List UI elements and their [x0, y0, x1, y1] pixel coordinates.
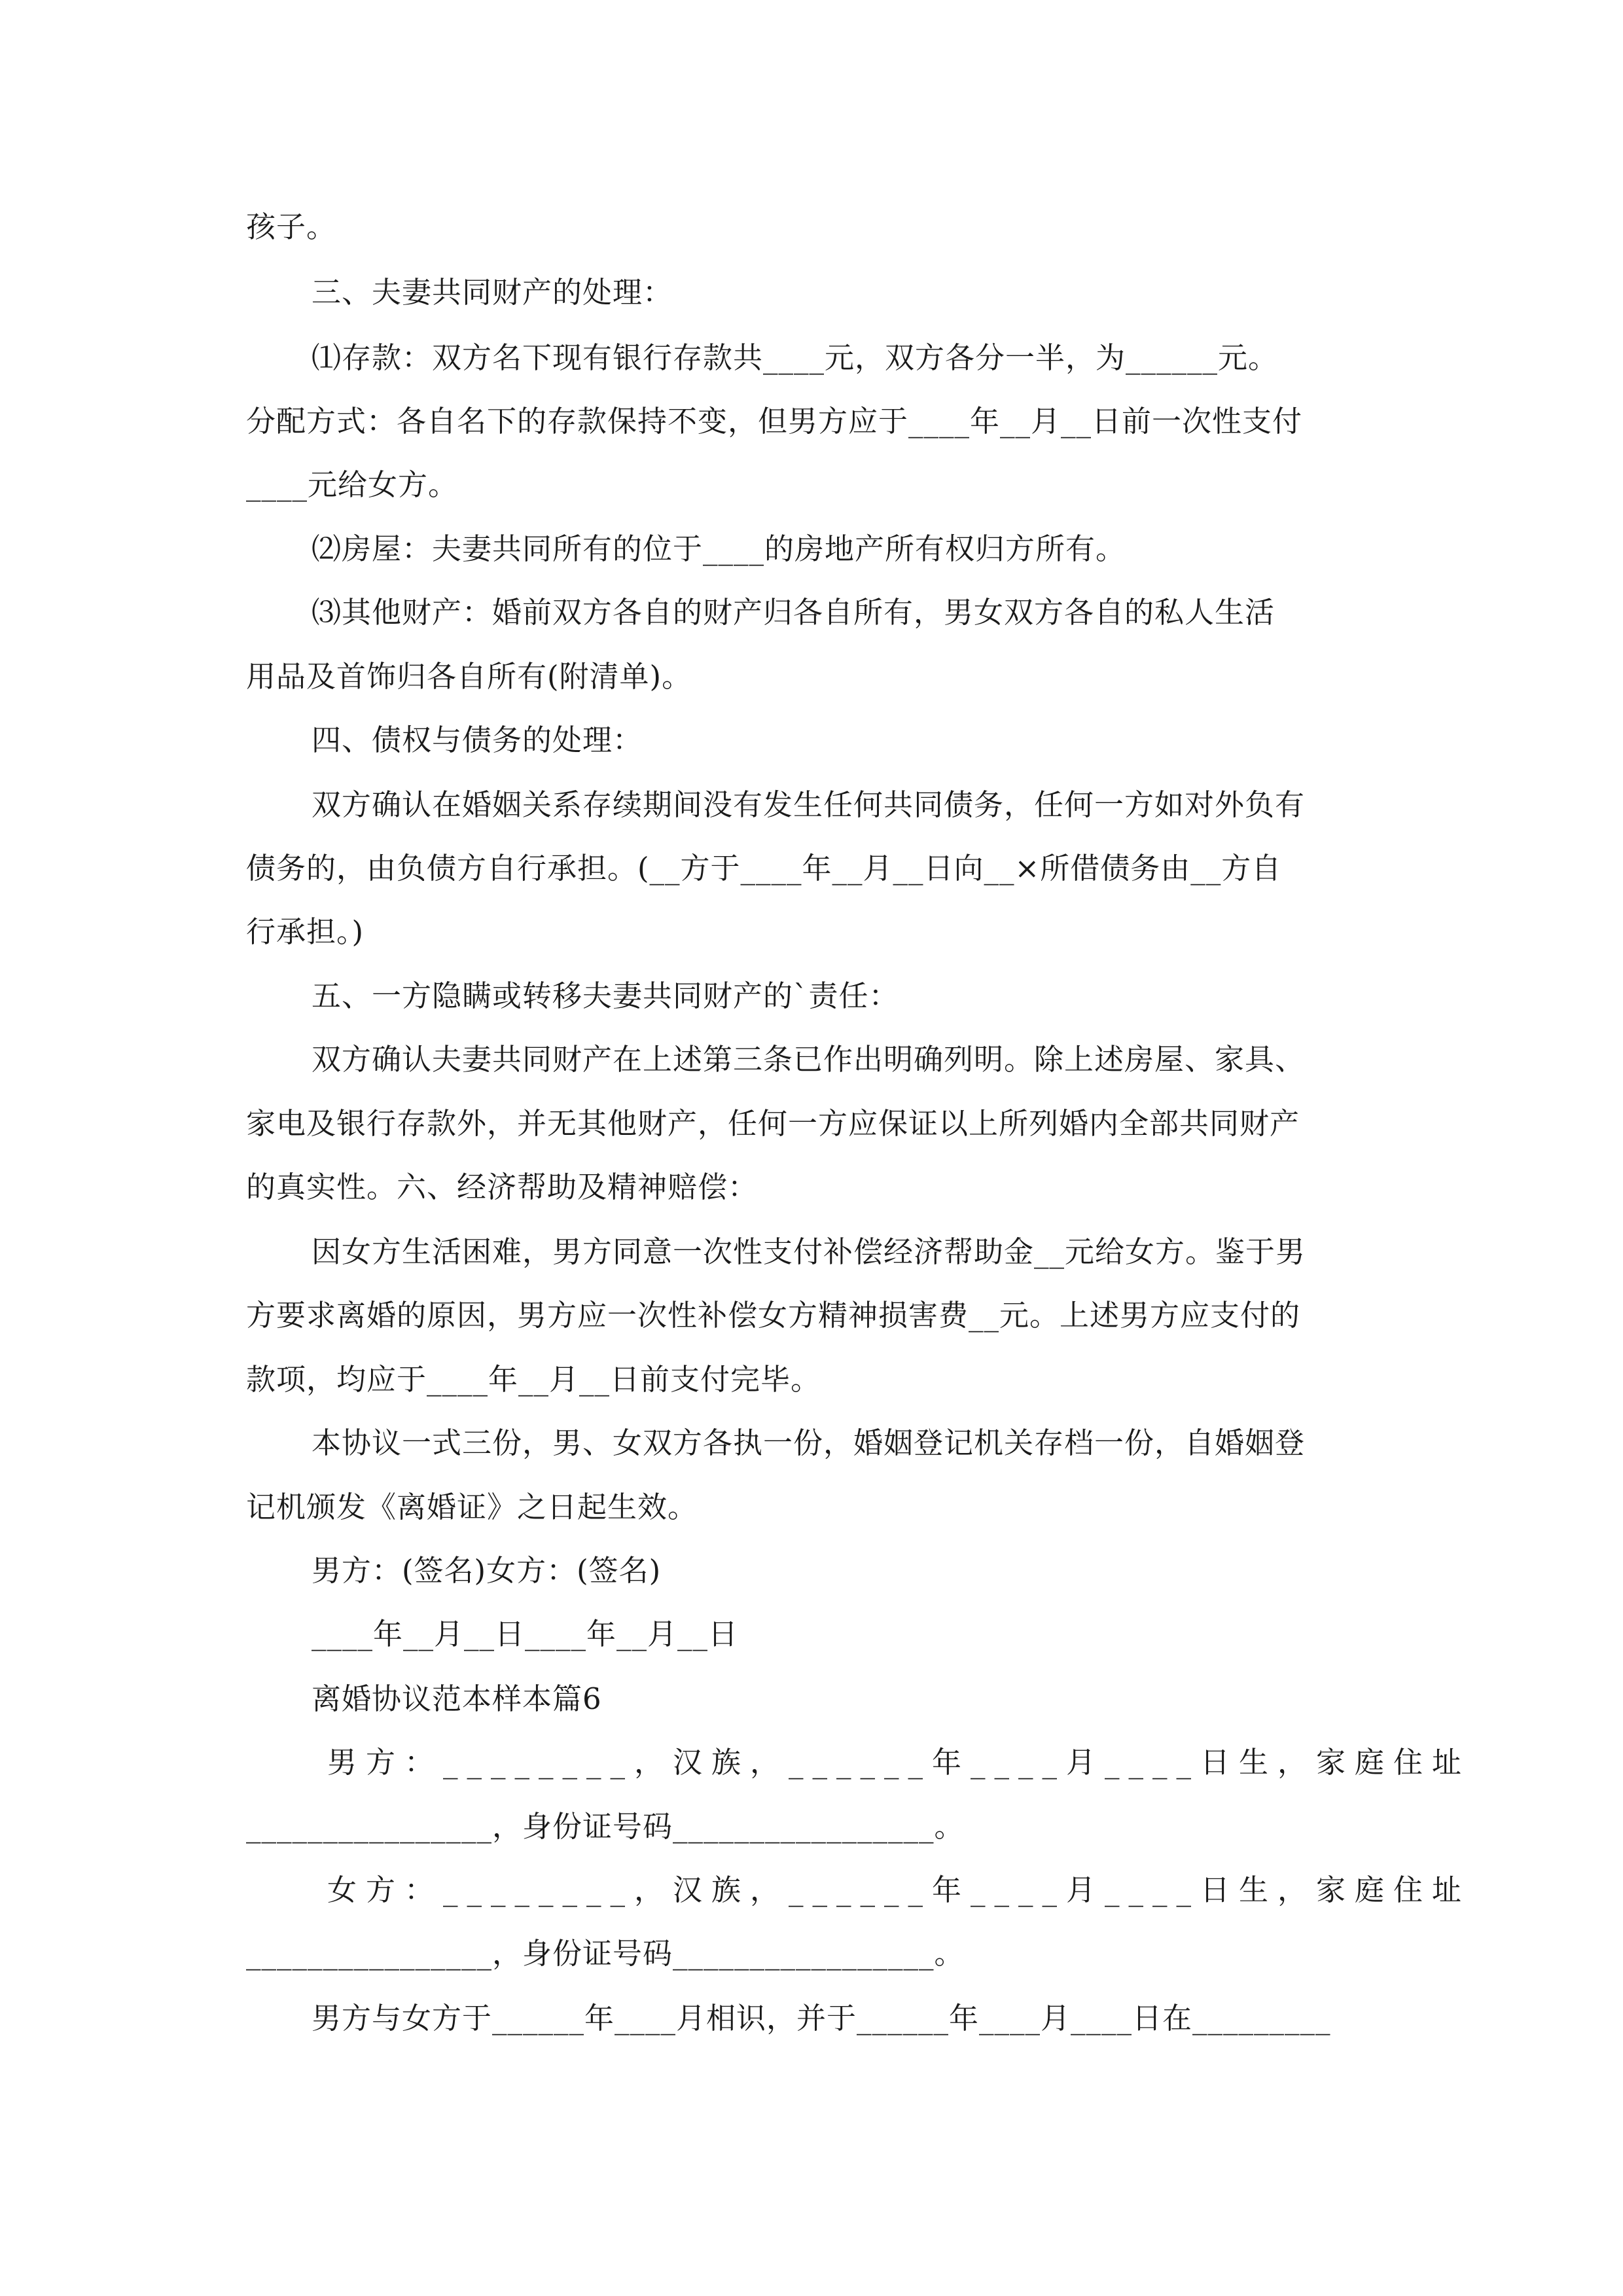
paragraph-line: 分配方式：各自名下的存款保持不变，但男方应于____年__月__日前一次性支付 [246, 404, 1303, 439]
paragraph-line: ⑶其他财产：婚前双方各自的财产归各自所有，男女双方各自的私人生活 [312, 595, 1275, 630]
paragraph-line: 债务的，由负债方自行承担。(__方于____年__月__日向__×所借债务由__方自 [246, 851, 1282, 886]
paragraph-line: ⑴存款：双方名下现有银行存款共____元，双方各分一半，为______元。 [312, 340, 1279, 375]
male-party-line: 男方：________，汉族，______年____月____日生，家庭住址 [327, 1745, 1471, 1780]
paragraph-line: 用品及首饰归各自所有(附清单)。 [246, 659, 692, 694]
paragraph-line: 款项，均应于____年__月__日前支付完毕。 [246, 1362, 821, 1397]
paragraph-line: 方要求离婚的原因，男方应一次性补偿女方精神损害费__元。上述男方应支付的 [246, 1298, 1301, 1333]
section-heading: 三、夫妻共同财产的处理： [312, 275, 673, 310]
paragraph-line: 孩子。 [246, 209, 337, 244]
paragraph-line: ____元给女方。 [246, 467, 459, 502]
female-party-line: 女方：________，汉族，______年____月____日生，家庭住址 [327, 1873, 1471, 1907]
paragraph-line: 双方确认夫妻共同财产在上述第三条已作出明确列明。除上述房屋、家具、 [312, 1042, 1306, 1077]
paragraph-line: 双方确认在婚姻关系存续期间没有发生任何共同债务，任何一方如对外负有 [312, 787, 1306, 822]
paragraph-line: 的真实性。六、经济帮助及精神赔偿： [246, 1170, 758, 1204]
male-id-line: ________________，身份证号码_________________。 [246, 1809, 965, 1844]
section-heading: 四、债权与债务的处理： [312, 723, 643, 757]
signature-line: 男方：(签名)女方：(签名) [312, 1553, 662, 1588]
paragraph-line: 记机颁发《离婚证》之日起生效。 [246, 1490, 698, 1524]
date-line: ____年__月__日____年__月__日 [312, 1617, 739, 1651]
paragraph-line: 行承担。) [246, 914, 365, 949]
paragraph-line: 男方与女方于______年____月相识，并于______年____月____日在_________ [312, 2001, 1331, 2036]
paragraph-line: 本协议一式三份，男、女双方各执一份，婚姻登记机关存档一份，自婚姻登 [312, 1426, 1306, 1460]
section-heading: 五、一方隐瞒或转移夫妻共同财产的`责任： [312, 978, 899, 1013]
female-id-line: ________________，身份证号码_________________。 [246, 1936, 965, 1971]
paragraph-line: ⑵房屋：夫妻共同所有的位于____的房地产所有权归方所有。 [312, 531, 1126, 566]
paragraph-line: 家电及银行存款外，并无其他财产，任何一方应保证以上所列婚内全部共同财产 [246, 1106, 1300, 1141]
paragraph-line: 因女方生活困难，男方同意一次性支付补偿经济帮助金__元给女方。鉴于男 [312, 1234, 1306, 1269]
section-title: 离婚协议范本样本篇6 [312, 1681, 602, 1716]
